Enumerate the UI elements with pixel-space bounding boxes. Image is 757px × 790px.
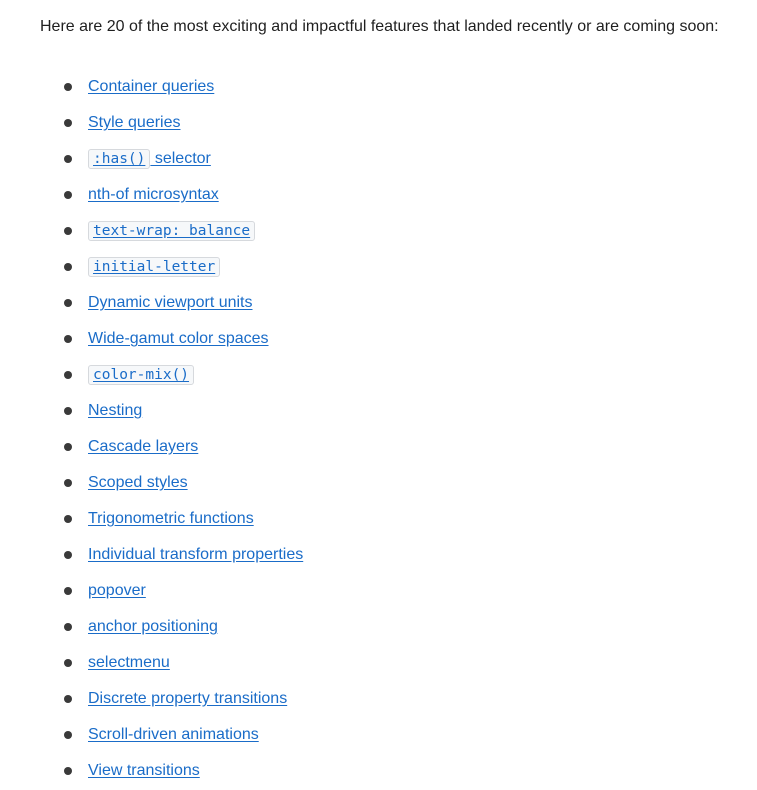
bullet-icon (64, 371, 72, 379)
feature-link-nth-of-microsyntax[interactable] (88, 176, 219, 214)
feature-label: Nesting (88, 402, 143, 419)
feature-label: selectmenu (88, 654, 170, 671)
bullet-icon (64, 335, 72, 343)
bullet-icon (64, 407, 72, 415)
feature-link-selectmenu[interactable] (88, 644, 170, 682)
feature-label: selector (150, 150, 211, 167)
bullet-icon (64, 191, 72, 199)
feature-link-cascade-layers[interactable] (88, 428, 198, 466)
bullet-icon (64, 587, 72, 595)
feature-link-initial-letter[interactable] (88, 248, 220, 286)
bullet-icon (64, 155, 72, 163)
feature-link-trigonometric-functions[interactable] (88, 500, 254, 538)
feature-label: anchor positioning (88, 618, 218, 635)
feature-label: Dynamic viewport units (88, 294, 253, 311)
feature-link-discrete-property-transitions[interactable] (88, 680, 287, 718)
bullet-icon (64, 263, 72, 271)
feature-label: Style queries (88, 114, 181, 131)
feature-code: color-mix() (88, 365, 194, 385)
feature-label: Scoped styles (88, 474, 188, 491)
feature-link-scroll-driven-animations[interactable] (88, 716, 259, 754)
feature-label: popover (88, 582, 146, 599)
feature-code: initial-letter (88, 257, 220, 277)
bullet-icon (64, 227, 72, 235)
bullet-icon (64, 443, 72, 451)
feature-label: nth-of microsyntax (88, 186, 219, 203)
bullet-icon (64, 515, 72, 523)
bullet-icon (64, 299, 72, 307)
feature-link-individual-transform-properties[interactable] (88, 536, 303, 574)
feature-label: Cascade layers (88, 438, 199, 455)
feature-label: Container queries (88, 78, 215, 95)
feature-label: Individual transform properties (88, 546, 304, 563)
feature-link-popover[interactable] (88, 572, 146, 610)
feature-label: Discrete property transitions (88, 690, 288, 707)
bullet-icon (64, 551, 72, 559)
feature-label: Wide-gamut color spaces (88, 330, 269, 347)
feature-code: :has() (88, 149, 150, 169)
feature-link-style-queries[interactable] (88, 104, 181, 142)
feature-label: Trigonometric functions (88, 510, 254, 527)
bullet-icon (64, 695, 72, 703)
feature-code: text-wrap: balance (88, 221, 255, 241)
feature-label: Scroll-driven animations (88, 726, 259, 743)
feature-link-wide-gamut-color-spaces[interactable] (88, 320, 269, 358)
feature-link-scoped-styles[interactable] (88, 464, 188, 502)
feature-link-view-transitions[interactable] (88, 752, 200, 790)
bullet-icon (64, 623, 72, 631)
feature-link-has-selector[interactable] (88, 140, 211, 178)
feature-link-nesting[interactable] (88, 392, 142, 430)
bullet-icon (64, 767, 72, 775)
feature-link-color-mix[interactable] (88, 356, 194, 394)
feature-link-anchor-positioning[interactable] (88, 608, 218, 646)
feature-label: View transitions (88, 762, 200, 779)
bullet-icon (64, 731, 72, 739)
bullet-icon (64, 83, 72, 91)
feature-link-container-queries[interactable] (88, 68, 214, 106)
feature-link-text-wrap-balance[interactable] (88, 212, 255, 250)
bullet-icon (64, 479, 72, 487)
bullet-icon (64, 659, 72, 667)
bullet-icon (64, 119, 72, 127)
feature-link-dynamic-viewport-units[interactable] (88, 284, 253, 322)
intro-paragraph: Here are 20 of the most exciting and impactful features that landed recently or are coming soon: (40, 18, 719, 35)
